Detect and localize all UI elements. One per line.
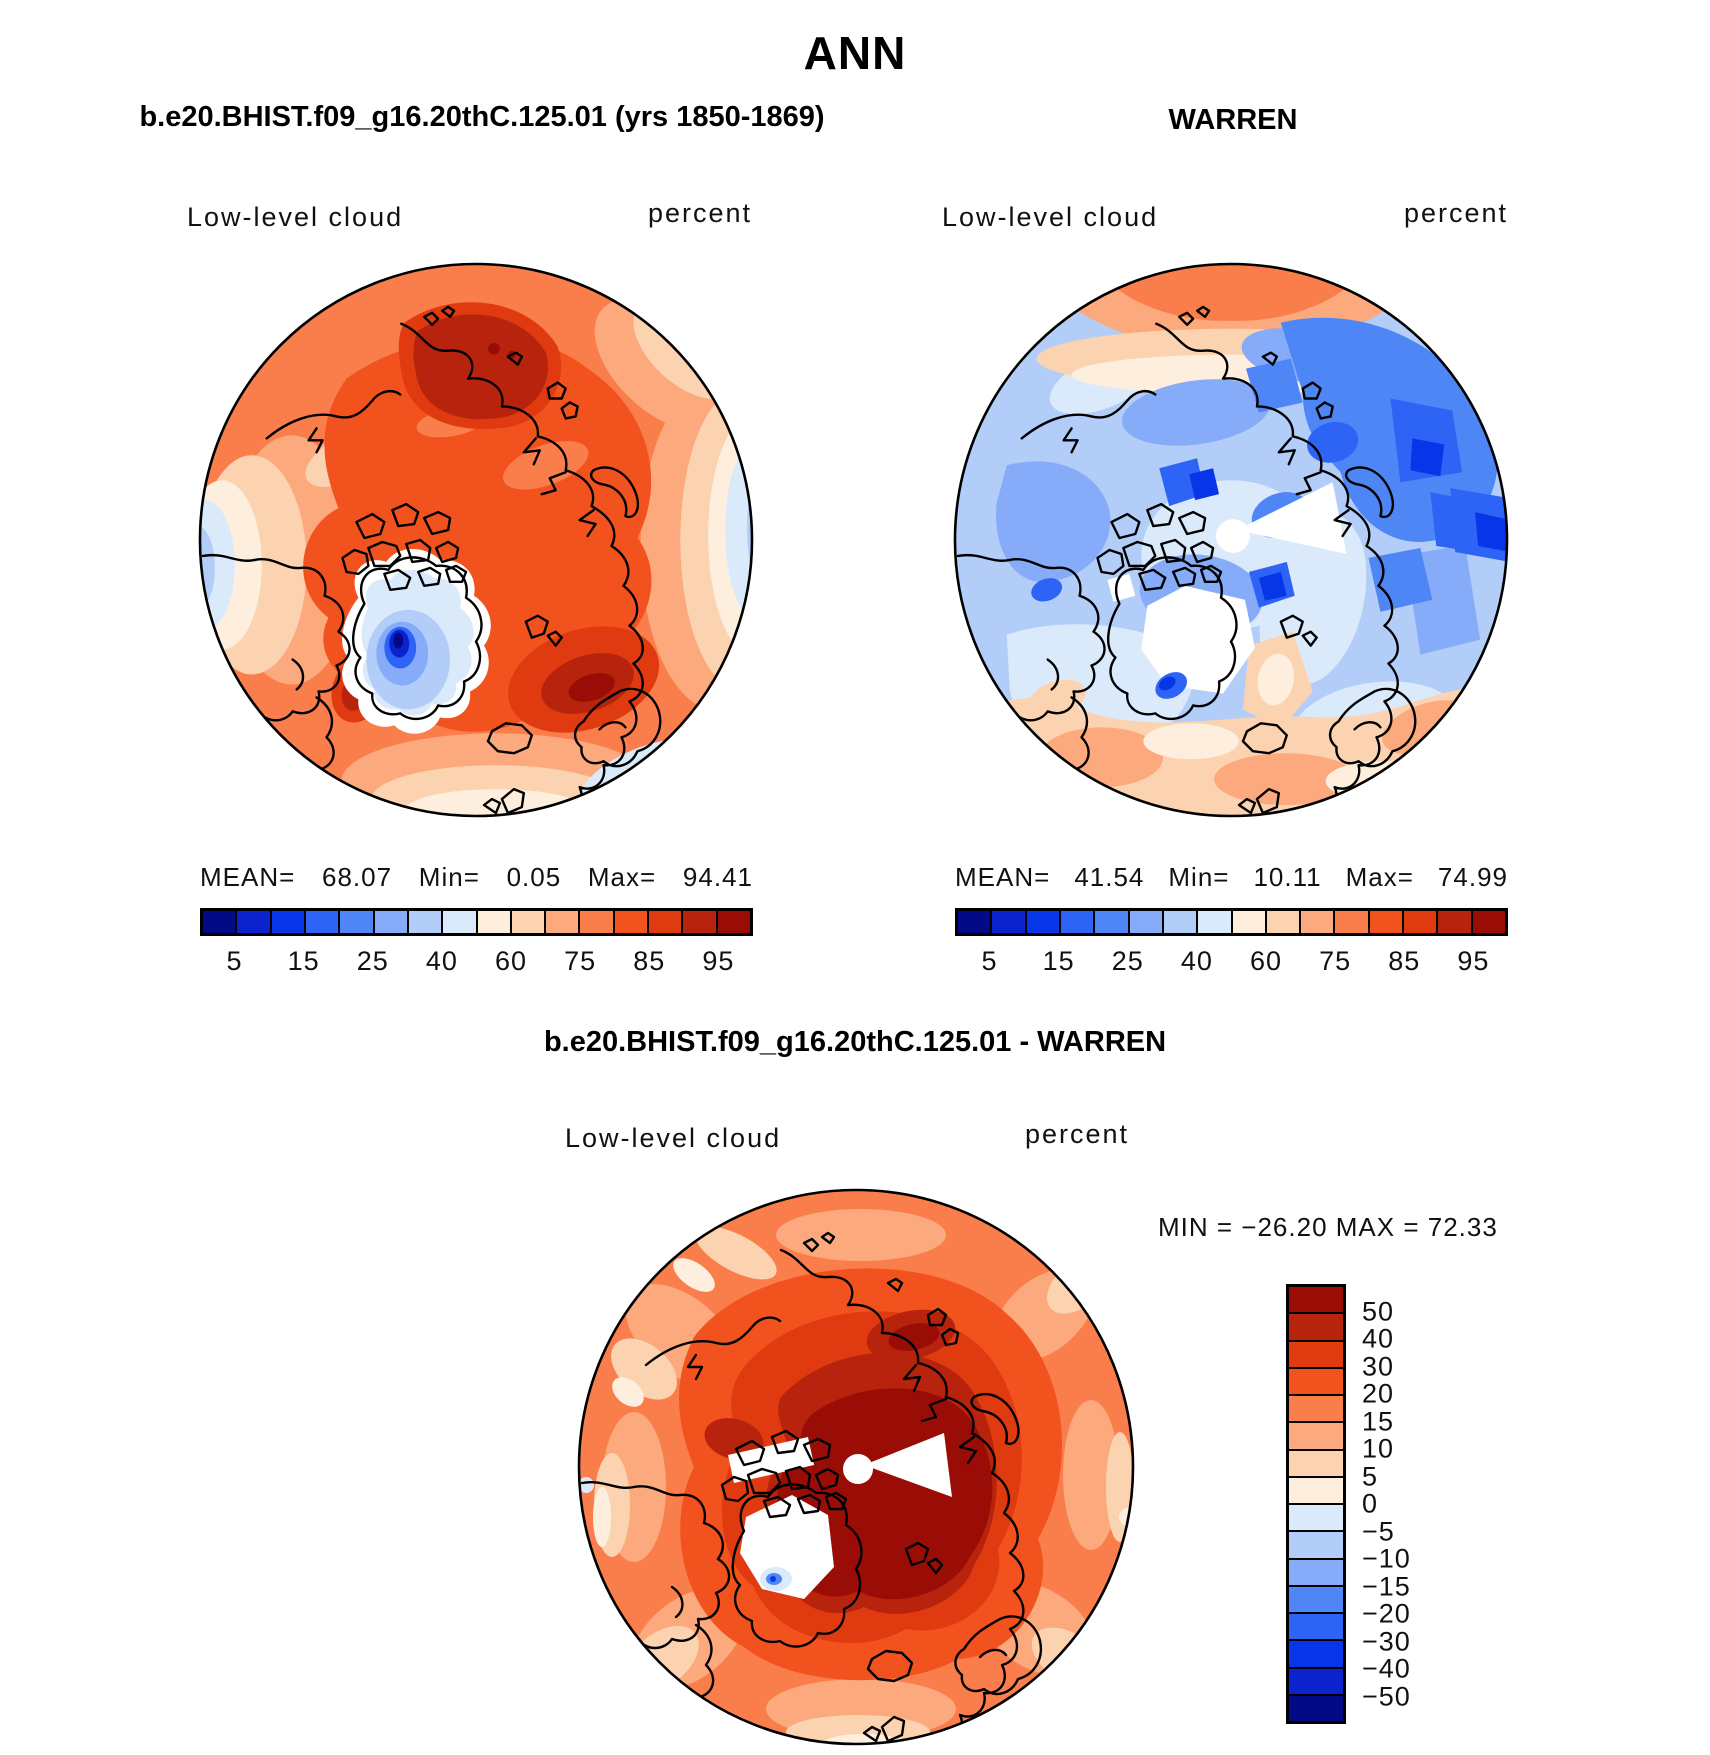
model-units-label: percent (648, 198, 753, 228)
figure-title: ANN (803, 27, 907, 79)
warren-stats-row (955, 862, 1508, 893)
model-variable-label: Low-level cloud (187, 202, 404, 232)
min-value: 0.05 (506, 862, 562, 892)
colorbar-tick-label: 60 (1250, 946, 1283, 976)
colorbar-tick-label: −40 (1362, 1653, 1411, 1684)
colorbar-cell (1289, 1667, 1343, 1694)
colorbar-cell (407, 911, 441, 933)
warren-panel-title: WARREN (1168, 104, 1298, 136)
colorbar-cell (1299, 911, 1333, 933)
colorbar-tick-label: −10 (1362, 1543, 1411, 1574)
colorbar-tick-label: −20 (1362, 1598, 1411, 1629)
difference-map (576, 1187, 1136, 1747)
colorbar-cell (1289, 1340, 1343, 1367)
colorbar-cell (1289, 1585, 1343, 1612)
colorbar-cell (338, 911, 372, 933)
colorbar-cell (1289, 1694, 1343, 1721)
colorbar-cell (235, 911, 269, 933)
colorbar-tick-label: −50 (1362, 1681, 1411, 1711)
colorbar-cell (270, 911, 304, 933)
colorbar-tick-label: 50 (1362, 1296, 1395, 1326)
colorbar-cell (1162, 911, 1196, 933)
colorbar-tick-label: 40 (425, 946, 458, 976)
colorbar-tick-label: 5 (1362, 1461, 1379, 1491)
colorbar-tick-label: 5 (981, 946, 998, 976)
colorbar-cell (1289, 1394, 1343, 1421)
mean-label: MEAN= (200, 862, 296, 892)
min-label: Min= (1168, 862, 1230, 892)
colorbar-cell (647, 911, 681, 933)
colorbar-tick-label: 75 (1319, 946, 1352, 976)
difference-colorbar (1286, 1284, 1411, 1724)
colorbar-cell (1265, 911, 1299, 933)
colorbar-cell (1289, 1476, 1343, 1503)
colorbar-cell (613, 911, 647, 933)
colorbar-cell (578, 911, 612, 933)
colorbar-tick-label: −30 (1362, 1626, 1411, 1656)
mean-label: MEAN= (955, 862, 1051, 892)
difference-panel-title: b.e20.BHIST.f09_g16.20thC.125.01 - WARREN (543, 1026, 1167, 1058)
colorbar-tick-label: 40 (1180, 946, 1213, 976)
colorbar-cell (441, 911, 475, 933)
colorbar-cell (716, 911, 750, 933)
colorbar-cell (1289, 1449, 1343, 1476)
colorbar-cell (1196, 911, 1230, 933)
mean-value: 41.54 (1074, 862, 1145, 892)
warren-variable-label: Low-level cloud (942, 202, 1159, 232)
min-label: Min= (418, 862, 480, 892)
colorbar-tick-label: 10 (1362, 1433, 1395, 1464)
min-value: 10.11 (1253, 862, 1322, 892)
colorbar-cell (476, 911, 510, 933)
max-value: 74.99 (1437, 862, 1508, 892)
colorbar-cell (681, 911, 715, 933)
colorbar-cell (544, 911, 578, 933)
colorbar-tick-label: 15 (1042, 946, 1075, 976)
colorbar-cell (304, 911, 338, 933)
max-label: Max= (587, 862, 657, 892)
colorbar-tick-label: 30 (1362, 1351, 1395, 1381)
colorbar-cell (510, 911, 544, 933)
colorbar-cell (1333, 911, 1367, 933)
colorbar-tick-label: −15 (1362, 1571, 1411, 1601)
warren-map (952, 261, 1510, 819)
mean-value: 68.07 (322, 862, 393, 892)
colorbar-cell (1231, 911, 1265, 933)
colorbar-tick-label: 5 (226, 946, 243, 976)
colorbar-tick-label: 75 (564, 946, 597, 976)
colorbar-tick-label: 15 (287, 946, 320, 976)
colorbar-cell (1128, 911, 1162, 933)
colorbar-tick-label: 85 (1388, 946, 1421, 976)
colorbar-tick-label: 95 (1457, 946, 1490, 976)
warren-units-label: percent (1404, 198, 1509, 228)
colorbar-tick-label: 40 (1362, 1323, 1395, 1354)
difference-variable-label: Low-level cloud (565, 1123, 782, 1153)
percent-colorbar-left (200, 908, 753, 976)
colorbar-cell (1289, 1287, 1343, 1312)
colorbar-tick-label: 95 (702, 946, 735, 976)
colorbar-cell (1093, 911, 1127, 933)
colorbar-cell (1289, 1639, 1343, 1666)
max-value: 94.41 (682, 862, 753, 892)
colorbar-cell (1402, 911, 1436, 933)
model-map (197, 261, 755, 819)
colorbar-cell (1436, 911, 1470, 933)
colorbar-cell (1289, 1530, 1343, 1557)
colorbar-tick-label: 20 (1362, 1378, 1395, 1409)
difference-minmax-stats: MIN = −26.20 MAX = 72.33 (1158, 1212, 1498, 1242)
colorbar-cell (1471, 911, 1505, 933)
colorbar-tick-label: 25 (356, 946, 389, 976)
colorbar-tick-label: 25 (1111, 946, 1144, 976)
colorbar-tick-label: 60 (495, 946, 528, 976)
max-label: Max= (1345, 862, 1414, 892)
colorbar-cell (203, 911, 235, 933)
colorbar-tick-label: −5 (1362, 1516, 1395, 1546)
colorbar-cell (958, 911, 990, 933)
colorbar-cell (1289, 1312, 1343, 1339)
colorbar-cell (373, 911, 407, 933)
colorbar-cell (1059, 911, 1093, 933)
colorbar-tick-label: 0 (1362, 1488, 1379, 1519)
colorbar-cell (1289, 1612, 1343, 1639)
colorbar-cell (1289, 1367, 1343, 1394)
difference-units-label: percent (1025, 1119, 1130, 1149)
colorbar-cell (1289, 1558, 1343, 1585)
colorbar-cell (1289, 1421, 1343, 1448)
colorbar-tick-label: 15 (1362, 1406, 1395, 1436)
model-panel-title: b.e20.BHIST.f09_g16.20thC.125.01 (yrs 1850-1869) (139, 101, 825, 133)
colorbar-cell (1289, 1503, 1343, 1530)
percent-colorbar-right (955, 908, 1508, 976)
model-stats-row (200, 862, 753, 893)
colorbar-cell (1025, 911, 1059, 933)
colorbar-tick-label: 85 (633, 946, 666, 976)
colorbar-cell (1368, 911, 1402, 933)
colorbar-cell (990, 911, 1024, 933)
